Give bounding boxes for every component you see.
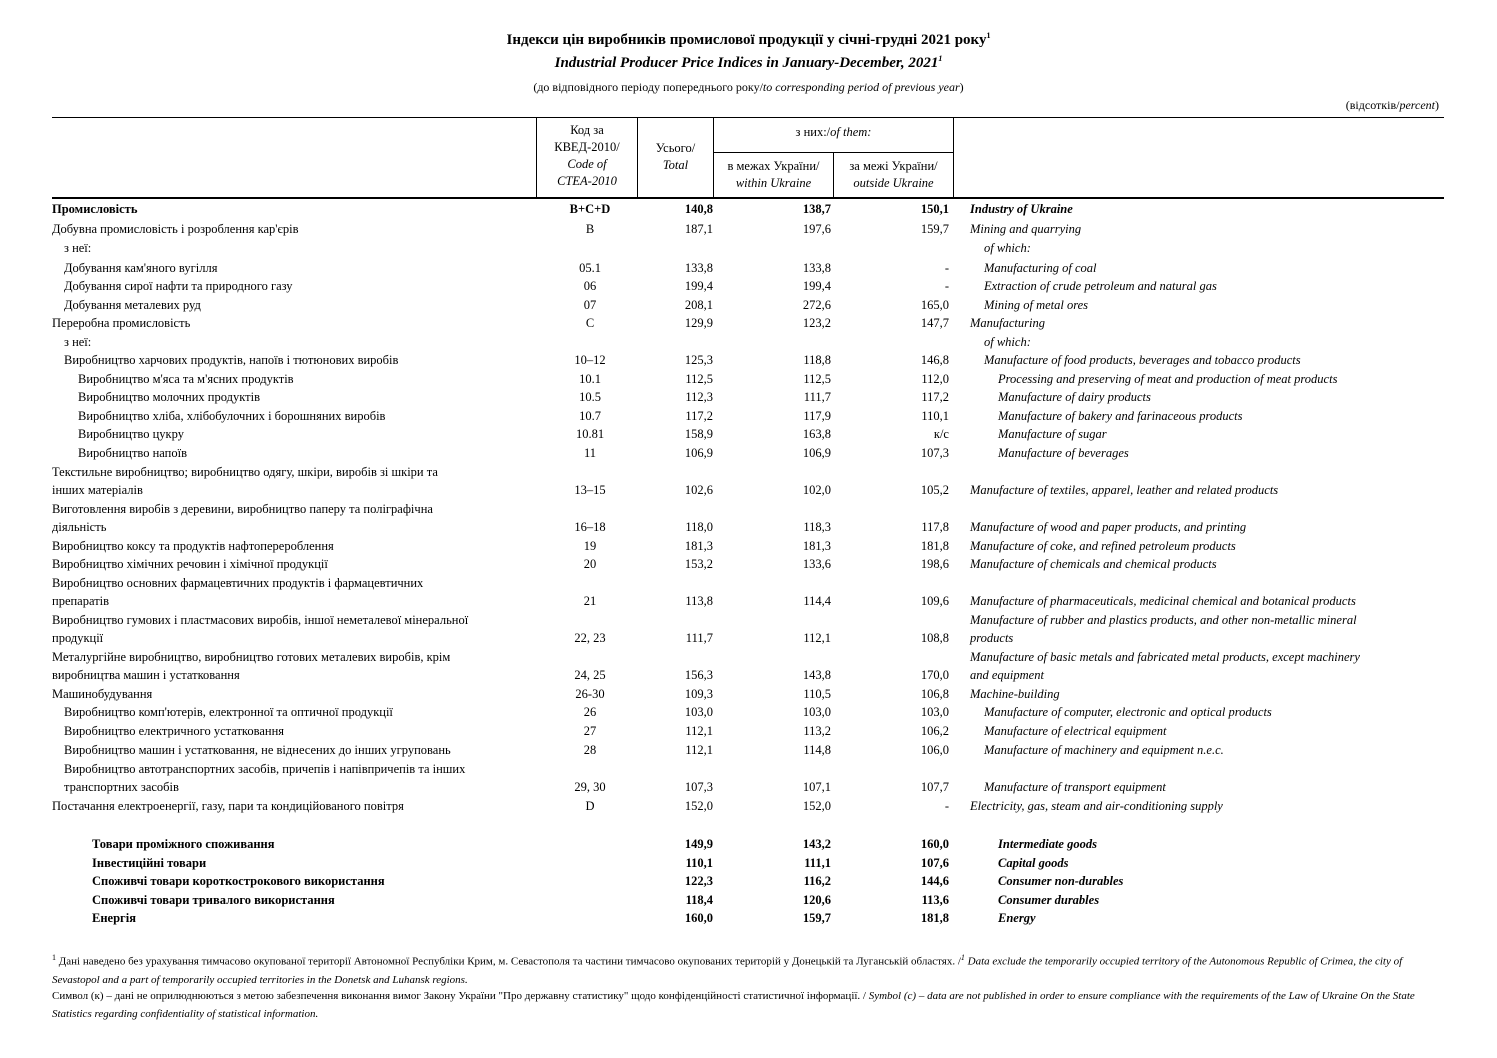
row-name-uk: Товари проміжного споживання [92,837,275,851]
row-name-uk: Металургійне виробництво, виробництво готових металевих виробів, крім [52,650,451,664]
row-outside-ukraine: 144,6 [920,874,949,888]
row-name-uk-line2: виробництва машин і устатковання [52,668,240,682]
row-within-ukraine: 118,8 [803,353,831,367]
header-divider-5 [953,117,954,197]
title-uk-footnote-mark: 1 [986,31,991,40]
row-code: 29, 30 [574,780,606,794]
row-name-uk: Інвестиційні товари [92,856,207,870]
table-row [0,873,1497,892]
row-code: 22, 23 [574,631,606,645]
row-name-uk: Виробництво машин і устатковання, не віднесених до інших угруповань [64,743,451,757]
row-outside-ukraine: к/с [933,427,949,441]
row-name-uk: Споживчі товари короткострокового використання [92,874,385,888]
unit-end: ) [1435,98,1439,112]
row-code: 26 [583,705,597,719]
row-outside-ukraine: 198,6 [920,557,949,571]
row-code: 10–12 [574,353,606,367]
row-total: 118,4 [685,893,713,907]
row-within-ukraine: 272,6 [802,298,831,312]
row-name-uk: Виробництво хліба, хлібобулочних і борошняних виробів [78,409,386,423]
table-row [0,201,1497,220]
row-outside-ukraine: 160,0 [920,837,949,851]
row-total: 110,1 [685,856,713,870]
header-outside-en: outside Ukraine [853,176,934,190]
row-total: 152,0 [684,799,713,813]
row-name-uk: Добування металевих руд [64,298,201,312]
row-outside-ukraine: - [944,799,949,813]
row-outside-ukraine: 110,1 [921,409,949,423]
row-name-uk: Виробництво м'яса та м'ясних продуктів [78,372,294,386]
title-en-footnote-mark: 1 [938,54,943,63]
row-outside-ukraine: 107,3 [920,446,949,460]
unit-en: percent [1399,98,1435,112]
row-within-ukraine: 103,0 [802,705,831,719]
table-row [0,408,1497,427]
row-within-ukraine: 143,2 [802,837,831,851]
row-name-en: of which: [984,335,1031,349]
row-within-ukraine: 143,8 [802,668,831,682]
table-row [0,297,1497,316]
table-row [0,334,1497,353]
table-row [0,704,1497,723]
row-within-ukraine: 111,7 [803,390,831,404]
unit-uk: (відсотків/ [1345,98,1400,112]
row-total: 199,4 [684,279,713,293]
footnote-1-mark: 1 [52,953,56,962]
row-code: 10.7 [579,409,601,423]
row-name-en: Manufacture of machinery and equipment n.e.c. [984,743,1224,757]
row-total: 156,3 [684,668,713,682]
row-code: 19 [583,539,597,553]
table-row [0,501,1497,534]
row-total: 160,0 [684,911,713,925]
row-name-en: Manufacture of bakery and farinaceous products [998,409,1243,423]
row-name-uk: Виробництво напоїв [78,446,187,460]
row-name-en: Consumer durables [998,893,1100,907]
table-row [0,260,1497,279]
row-total: 111,7 [685,631,713,645]
row-code: B [585,222,595,236]
row-name-uk: Машинобудування [52,687,153,701]
subtitle-en: to corresponding period of previous year [762,80,960,94]
header-total [638,140,713,174]
row-name-uk: з неї: [64,241,92,255]
row-name-en: Manufacture of pharmaceuticals, medicinal chemical and botanical products [970,594,1356,608]
row-total: 208,1 [684,298,713,312]
row-name-uk-line2: діяльність [52,520,107,534]
row-outside-ukraine: 105,2 [920,483,949,497]
row-outside-ukraine: 146,8 [920,353,949,367]
row-within-ukraine: 111,1 [804,856,831,870]
table-row [0,836,1497,855]
table-row [0,723,1497,742]
table-row [0,556,1497,575]
table-row [0,371,1497,390]
row-outside-ukraine: 117,8 [921,520,949,534]
header-of-them-en: of them: [830,125,872,139]
table-row [0,649,1497,682]
row-outside-ukraine: 165,0 [920,298,949,312]
row-within-ukraine: 133,6 [802,557,831,571]
row-outside-ukraine: 181,8 [920,911,949,925]
row-within-ukraine: 112,1 [803,631,831,645]
row-name-uk: Виробництво основних фармацевтичних продуктів і фармацевтичних [52,576,424,590]
footnote-2-en: Symbol (c) – data are not published in order to ensure compliance with the requirements of the Law of Ukraine On the State Statistics regarding confidentiality of statistical information. [52,990,1415,1020]
row-code: 26-30 [575,687,605,701]
row-name-en: of which: [984,241,1031,255]
row-within-ukraine: 116,2 [803,874,831,888]
row-outside-ukraine: 170,0 [920,668,949,682]
table-row [0,221,1497,240]
table-row [0,315,1497,334]
row-name-uk: Добування сирої нафти та природного газу [64,279,293,293]
table-row [0,464,1497,497]
row-within-ukraine: 197,6 [802,222,831,236]
table-row [0,892,1497,911]
row-within-ukraine: 112,5 [803,372,831,386]
row-outside-ukraine: 109,6 [920,594,949,608]
row-name-en: Manufacture of electrical equipment [984,724,1167,738]
row-name-uk: Споживчі товари тривалого використання [92,893,335,907]
row-name-en: Manufacture of sugar [998,427,1107,441]
row-name-en-line2: products [970,631,1014,645]
row-name-en: Electricity, gas, steam and air-conditioning supply [970,799,1223,813]
row-outside-ukraine: 159,7 [920,222,949,236]
row-total: 140,8 [684,202,713,216]
row-name-uk: Виробництво автотранспортних засобів, причепів і напівпричепів та інших [64,762,466,776]
row-name-uk: Виробництво молочних продуктів [78,390,260,404]
footnote-1-en: Data exclude the temporarily occupied territory of the Autonomous Republic of Crimea, the city of Sevastopol and a part of temporarily occupied territories in the Donetsk and Luhansk regions. [52,955,1403,986]
row-name-uk-line2: інших матеріалів [52,483,143,497]
row-code: 16–18 [574,520,606,534]
page-title [0,31,1497,49]
row-total: 187,1 [684,222,713,236]
header-within-uk: в межах України/ [727,159,820,173]
header-code-line2: КВЕД-2010/ [554,140,620,154]
row-total: 103,0 [684,705,713,719]
row-total: 118,0 [685,520,713,534]
row-total: 158,9 [684,427,713,441]
header-bottom-rule [52,197,1444,199]
table-row [0,426,1497,445]
row-name-en: Consumer non-durables [998,874,1124,888]
row-total: 112,1 [685,743,713,757]
row-outside-ukraine: 113,6 [921,893,949,907]
row-code: B+C+D [569,202,611,216]
unit-label [1346,98,1439,113]
row-outside-ukraine: 112,0 [921,372,949,386]
row-code: 10.1 [579,372,601,386]
row-code: 28 [583,743,597,757]
row-name-uk: Текстильне виробництво; виробництво одягу, шкіри, виробів зі шкіри та [52,465,438,479]
row-total: 133,8 [684,261,713,275]
row-name-uk: Виробництво гумових і пластмасових виробів, іншої неметалевої мінеральної [52,613,469,627]
row-name-uk: Виробництво харчових продуктів, напоїв і тютюнових виробів [64,353,399,367]
subtitle-uk: (до відповідного періоду попереднього року/ [533,80,763,94]
row-outside-ukraine: 107,6 [920,856,949,870]
row-total: 129,9 [684,316,713,330]
header-of-them [714,124,953,141]
row-total: 112,1 [685,724,713,738]
row-name-en: Manufacture of rubber and plastics products, and other non-metallic mineral [970,613,1357,627]
row-code: 10.5 [579,390,601,404]
row-outside-ukraine: 117,2 [921,390,949,404]
row-outside-ukraine: 106,0 [920,743,949,757]
header-code-line3: Code of [567,157,607,171]
row-outside-ukraine: 103,0 [920,705,949,719]
row-outside-ukraine: 106,2 [920,724,949,738]
row-name-en: Mining of metal ores [984,298,1089,312]
row-code: 20 [583,557,597,571]
footnote-2-uk: Символ (к) – дані не оприлюднюються з метою забезпечення виконання вимог Закону України "Про державну статистику" щодо конфіденційності статистичної інформації. / [52,990,869,1002]
row-outside-ukraine: 150,1 [920,202,949,216]
footnote-2 [52,987,1444,1023]
header-within-en: within Ukraine [735,176,812,190]
row-code: 11 [583,446,597,460]
header-outside-uk: за межі України/ [849,159,938,173]
row-name-uk-line2: транспортних засобів [64,780,179,794]
row-name-uk: з неї: [64,335,92,349]
row-name-uk: Промисловість [52,202,138,216]
row-name-en: Capital goods [998,856,1069,870]
header-outside-ukraine [834,158,953,192]
row-within-ukraine: 110,5 [803,687,831,701]
row-total: 149,9 [684,837,713,851]
row-name-en: Manufacture of transport equipment [984,780,1166,794]
subtitle [0,80,1497,95]
row-outside-ukraine: - [944,279,949,293]
header-of-them-uk: з них:/ [795,125,831,139]
row-name-uk: Добувна промисловість і розроблення кар'єрів [52,222,299,236]
table-row [0,761,1497,794]
row-name-en-line2: and equipment [970,668,1044,682]
row-name-uk: Виробництво електричного устатковання [64,724,285,738]
row-name-uk: Виготовлення виробів з деревини, виробництво паперу та поліграфічна [52,502,433,516]
row-code: 24, 25 [574,668,606,682]
table-row [0,742,1497,761]
row-name-uk: Переробна промисловість [52,316,191,330]
row-code: D [585,799,595,813]
row-name-en: Manufacture of textiles, apparel, leather and related products [970,483,1279,497]
row-total: 112,5 [685,372,713,386]
page-title-english [0,54,1497,72]
row-total: 107,3 [684,780,713,794]
table-row [0,855,1497,874]
row-total: 102,6 [684,483,713,497]
row-total: 113,8 [685,594,713,608]
row-name-uk: Енергія [92,911,136,925]
row-name-uk: Добування кам'яного вугілля [64,261,218,275]
table-row [0,538,1497,557]
row-code: 05.1 [579,261,601,275]
row-name-en: Processing and preserving of meat and production of meat products [998,372,1338,386]
row-within-ukraine: 159,7 [802,911,831,925]
header-within-ukraine [714,158,833,192]
row-within-ukraine: 181,3 [802,539,831,553]
row-outside-ukraine: 181,8 [920,539,949,553]
row-name-en: Manufacture of beverages [998,446,1129,460]
row-total: 112,3 [685,390,713,404]
table-row [0,575,1497,608]
table-row [0,240,1497,259]
row-name-uk-line2: продукції [52,631,104,645]
row-outside-ukraine: 108,8 [920,631,949,645]
row-total: 122,3 [684,874,713,888]
row-name-en: Manufacture of wood and paper products, and printing [970,520,1247,534]
row-name-uk: Виробництво комп'ютерів, електронної та оптичної продукції [64,705,393,719]
row-name-en: Manufacture of coke, and refined petroleum products [970,539,1236,553]
row-within-ukraine: 152,0 [802,799,831,813]
row-name-en: Industry of Ukraine [970,202,1073,216]
row-total: 106,9 [684,446,713,460]
header-code-line4: СТЕА-2010 [557,174,617,188]
row-name-en: Manufacture of basic metals and fabricated metal products, except machinery [970,650,1360,664]
row-name-en: Manufacture of chemicals and chemical products [970,557,1217,571]
row-code: C [585,316,595,330]
table-row [0,910,1497,929]
row-name-en: Machine-building [970,687,1060,701]
row-name-en: Energy [998,911,1036,925]
row-code: 10.81 [575,427,605,441]
row-code: 21 [583,594,597,608]
table-row [0,352,1497,371]
row-name-uk-line2: препаратів [52,594,110,608]
table-row [0,686,1497,705]
footnote-1-uk: Дані наведено без урахування тимчасово окупованої території Автономної Республіки Крим, м. Севастополя та частини тимчасово окупованих територій у Донецькій та Луганській областях. / [56,955,961,968]
row-within-ukraine: 118,3 [803,520,831,534]
row-name-en: Manufacture of food products, beverages and tobacco products [984,353,1301,367]
table-row [0,798,1497,817]
row-name-en: Mining and quarrying [970,222,1082,236]
header-top-rule [52,117,1444,118]
row-code: 07 [583,298,597,312]
row-within-ukraine: 138,7 [802,202,831,216]
row-name-en: Intermediate goods [998,837,1097,851]
footnote-1-mark-en: 1 [960,953,965,962]
row-within-ukraine: 114,4 [803,594,831,608]
row-outside-ukraine: - [944,261,949,275]
row-outside-ukraine: 106,8 [920,687,949,701]
row-total: 125,3 [684,353,713,367]
header-total-line1: Усього/ [655,141,696,155]
header-code [537,122,637,190]
subtitle-end: ) [959,80,964,94]
row-within-ukraine: 117,9 [803,409,831,423]
row-within-ukraine: 199,4 [802,279,831,293]
row-total: 181,3 [684,539,713,553]
row-within-ukraine: 107,1 [802,780,831,794]
row-total: 117,2 [685,409,713,423]
row-name-uk: Постачання електроенергії, газу, пари та кондиційованого повітря [52,799,404,813]
row-within-ukraine: 133,8 [802,261,831,275]
footnote-1 [52,949,1444,989]
row-name-en: Extraction of crude petroleum and natural gas [984,279,1217,293]
row-name-en: Manufacturing of coal [984,261,1097,275]
row-outside-ukraine: 107,7 [920,780,949,794]
row-total: 109,3 [684,687,713,701]
row-name-en: Manufacture of computer, electronic and optical products [984,705,1272,719]
row-within-ukraine: 114,8 [803,743,831,757]
row-code: 27 [583,724,597,738]
row-code: 13–15 [574,483,606,497]
row-within-ukraine: 113,2 [803,724,831,738]
row-name-en: Manufacture of dairy products [998,390,1151,404]
table-row [0,612,1497,645]
title-en-text: Industrial Producer Price Indices in January-December, 2021 [554,55,939,71]
row-code: 06 [583,279,597,293]
row-within-ukraine: 163,8 [802,427,831,441]
row-name-uk: Виробництво цукру [78,427,184,441]
row-total: 153,2 [684,557,713,571]
table-row [0,389,1497,408]
header-code-line1: Код за [570,123,604,137]
header-total-line2: Total [662,158,689,172]
title-uk-text: Індекси цін виробників промислової продукції у січні-грудні 2021 року [506,32,987,48]
row-within-ukraine: 102,0 [802,483,831,497]
row-within-ukraine: 123,2 [802,316,831,330]
table-row [0,445,1497,464]
row-name-en: Manufacturing [970,316,1045,330]
row-name-uk: Виробництво коксу та продуктів нафтоперероблення [52,539,334,553]
row-within-ukraine: 106,9 [802,446,831,460]
row-outside-ukraine: 147,7 [920,316,949,330]
row-within-ukraine: 120,6 [802,893,831,907]
table-row [0,278,1497,297]
row-name-uk: Виробництво хімічних речовин і хімічної продукції [52,557,328,571]
